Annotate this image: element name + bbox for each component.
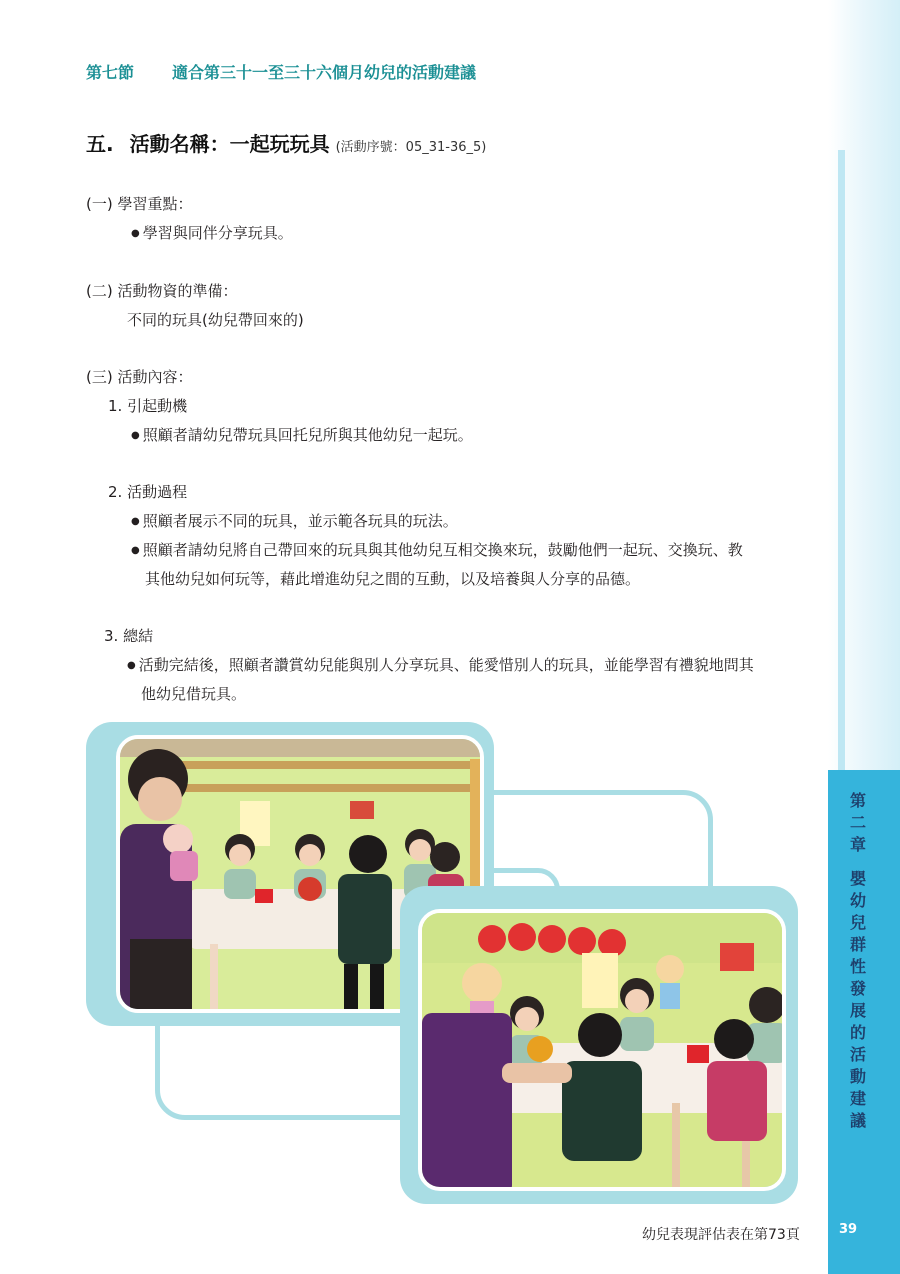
section-number: 第七節 (86, 63, 135, 82)
activity-serial: (活動序號：05_31-36_5) (335, 140, 487, 155)
materials-text: 不同的玩具(幼兒帶回來的) (127, 311, 304, 329)
section-title: 適合第三十一至三十六個月幼兒的活動建議 (172, 63, 477, 82)
step3-bullet: ● 活動完結後，照顧者讚賞幼兒能與別人分享玩具、能愛惜別人的玩具，並能學習有禮貌地問其 (127, 654, 754, 675)
activity-title (86, 128, 486, 157)
step3-label: 3. 總結 (104, 627, 154, 645)
step2-bullet-2-cont: 其他幼兒如何玩等，藉此增進幼兒之間的互動，以及培養與人分享的品德。 (145, 570, 641, 588)
step2-bullet-1: ● 照顧者展示不同的玩具，並示範各玩具的玩法。 (131, 510, 458, 531)
materials-heading: (二) 活動物資的準備： (86, 282, 238, 300)
footer-note: 幼兒表現評估表在第73頁 (642, 1227, 800, 1243)
classroom-photo-2 (418, 909, 786, 1191)
activity-name: 活動名稱：一起玩玩具 (129, 132, 330, 156)
chapter-title (846, 790, 870, 1132)
step1-bullet: ● 照顧者請幼兒帶玩具回托兒所與其他幼兒一起玩。 (131, 424, 473, 445)
step1-label: 1. 引起動機 (108, 397, 188, 415)
step2-label: 2. 活動過程 (108, 483, 188, 501)
step3-bullet-cont: 他幼兒借玩具。 (141, 685, 247, 703)
content-heading: (三) 活動內容： (86, 368, 193, 386)
chapter-name: 嬰幼兒群性發展的活動建議 (849, 869, 866, 1130)
chapter-number: 第二章 (849, 791, 866, 854)
activity-number: 五. (86, 132, 114, 156)
section-header (86, 60, 476, 83)
page-number: 39 (838, 1222, 858, 1237)
classroom-photo-2-image (422, 913, 786, 1191)
step2-bullet-2: ● 照顧者請幼兒將自己帶回來的玩具與其他幼兒互相交換來玩，鼓勵他們一起玩、交換玩、教 (131, 539, 743, 560)
learning-bullet: ● 學習與同伴分享玩具。 (131, 222, 293, 243)
learning-heading: (一) 學習重點： (86, 195, 193, 213)
